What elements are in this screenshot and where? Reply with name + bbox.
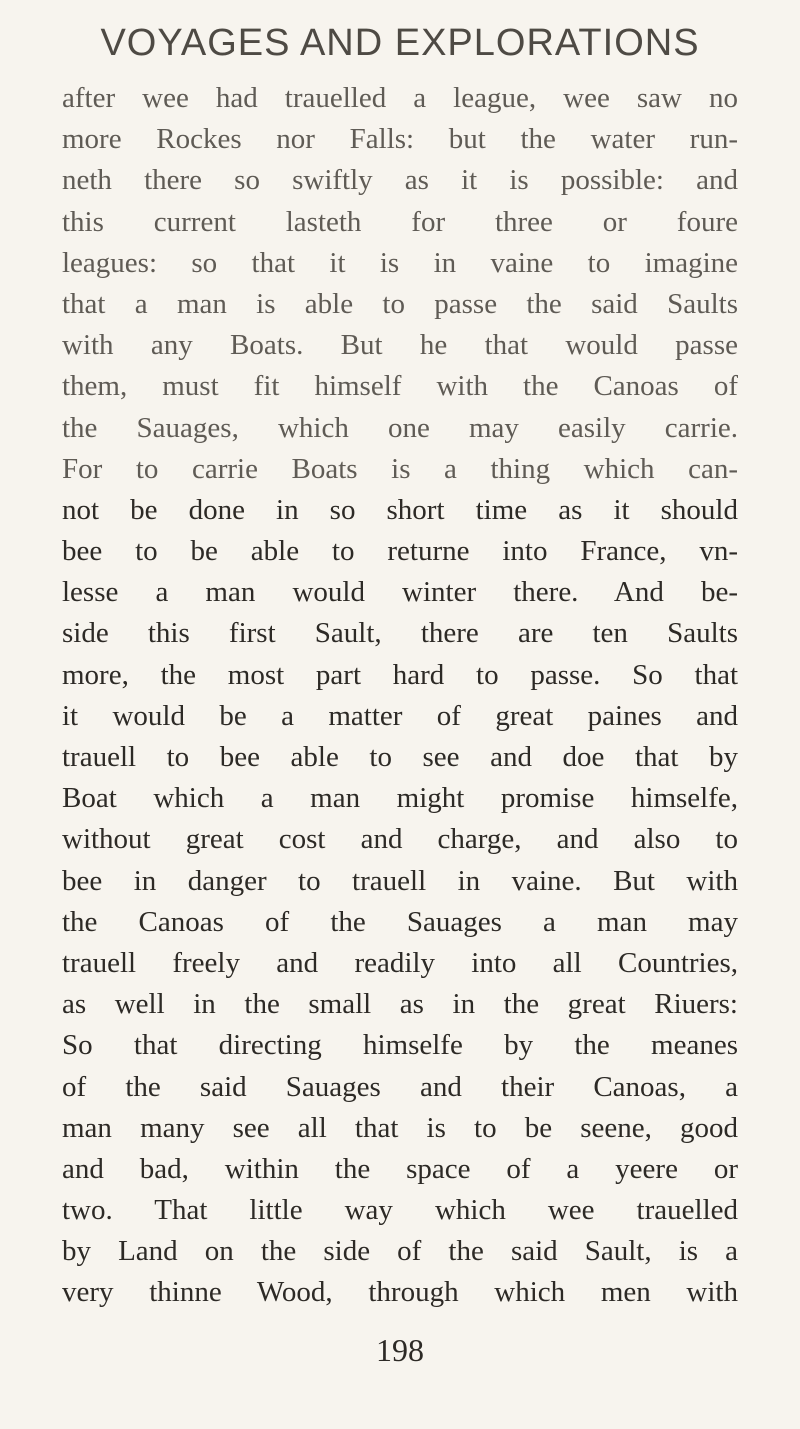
body-text — [62, 78, 738, 1314]
text-line-26: man many see all that is to be seene, good — [62, 1111, 738, 1144]
text-line-22: trauell freely and readily into all Countries, — [62, 946, 738, 979]
text-line-1: after wee had trauelled a league, wee saw no — [62, 82, 738, 114]
text-line-12: bee to be able to returne into France, vn- — [62, 535, 738, 568]
text-line-30: very thinne Wood, through which men with — [62, 1276, 738, 1309]
text-line-15: more, the most part hard to passe. So that — [62, 658, 738, 691]
text-line-18: Boat which a man might promise himselfe, — [62, 782, 738, 815]
text-line-13: lesse a man would winter there. And be- — [62, 576, 738, 609]
text-line-17: trauell to bee able to see and doe that by — [62, 741, 738, 773]
text-line-21: the Canoas of the Sauages a man may — [62, 905, 738, 938]
text-line-23: as well in the small as in the great Riuers: — [62, 988, 738, 1021]
page-number: 198 — [376, 1332, 424, 1368]
text-line-16: it would be a matter of great paines and — [62, 699, 738, 732]
running-head: VOYAGES AND EXPLORATIONS — [100, 22, 700, 64]
text-line-7: with any Boats. But he that would passe — [62, 329, 738, 362]
text-line-3: neth there so swiftly as it is possible: and — [62, 164, 738, 197]
text-line-19: without great cost and charge, and also to — [62, 823, 738, 856]
text-line-14: side this first Sault, there are ten Saults — [62, 617, 738, 650]
text-line-27: and bad, within the space of a yeere or — [62, 1152, 738, 1185]
text-line-24: So that directing himselfe by the meanes — [62, 1029, 738, 1062]
text-line-2: more Rockes nor Falls: but the water run- — [62, 123, 738, 156]
text-line-10: For to carrie Boats is a thing which can- — [62, 452, 738, 485]
text-line-4: this current lasteth for three or foure — [62, 205, 738, 238]
text-line-9: the Sauages, which one may easily carrie. — [62, 411, 738, 444]
text-line-5: leagues: so that it is in vaine to imagine — [62, 246, 738, 279]
text-line-8: them, must fit himself with the Canoas of — [62, 370, 738, 403]
text-line-20: bee in danger to trauell in vaine. But with — [62, 864, 738, 897]
text-line-6: that a man is able to passe the said Saults — [62, 287, 738, 320]
text-line-29: by Land on the side of the said Sault, is a — [62, 1235, 738, 1268]
text-line-11: not be done in so short time as it should — [62, 493, 738, 526]
text-line-25: of the said Sauages and their Canoas, a — [62, 1070, 738, 1103]
text-line-28: two. That little way which wee trauelled — [62, 1194, 738, 1227]
